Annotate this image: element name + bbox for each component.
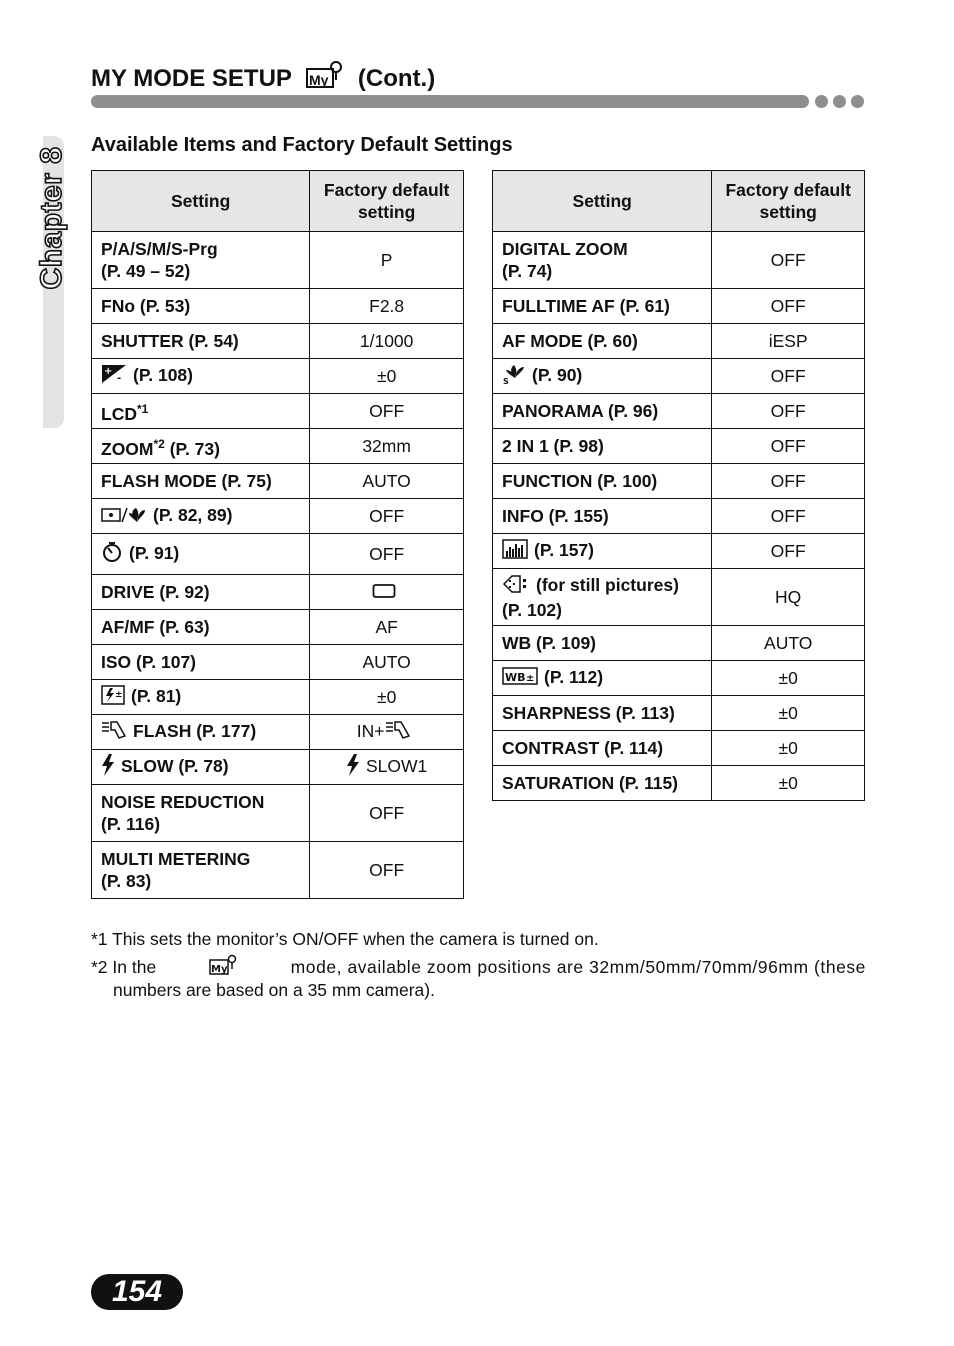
default-value: OFF: [770, 541, 806, 561]
flash-intensity-icon: [101, 685, 125, 710]
setting-cell: [493, 731, 712, 766]
setting-label: (P. 81): [131, 685, 182, 706]
setting-page-ref: (P. 116): [101, 814, 161, 834]
default-value: ±0: [778, 703, 798, 723]
title-prefix: MY MODE SETUP: [91, 64, 292, 92]
external-flash-icon: [101, 720, 127, 745]
default-value: ±0: [376, 687, 397, 707]
setting-cell: [92, 499, 310, 534]
default-value-cell: [712, 766, 865, 801]
setting-label: FUNCTION (P. 100): [502, 471, 658, 491]
default-value: OFF: [369, 401, 405, 421]
svg-text:-: -: [117, 372, 122, 384]
svg-text:±: ±: [526, 672, 535, 684]
table-row: [493, 569, 865, 626]
setting-cell: [493, 661, 712, 696]
setting-cell: [92, 534, 310, 575]
section-subtitle: Available Items and Factory Default Settings: [91, 134, 513, 156]
chapter-label: Chapter 8: [35, 146, 68, 290]
setting-label: (P. 157): [534, 539, 594, 560]
default-value: AUTO: [362, 652, 411, 672]
default-value: AUTO: [764, 633, 813, 653]
column-header-default: Factory default setting: [712, 171, 865, 232]
table-row: [92, 394, 464, 429]
table-row: [92, 785, 464, 842]
default-value: OFF: [770, 401, 806, 421]
default-value: HQ: [775, 587, 802, 607]
default-value: OFF: [369, 860, 405, 880]
table-row: [92, 715, 464, 750]
default-value: ±0: [778, 738, 798, 758]
footnote-marker: *1: [136, 401, 149, 416]
setting-label: LCD: [101, 403, 137, 424]
default-value: OFF: [369, 803, 405, 823]
table-row: [493, 359, 865, 394]
setting-cell: [92, 464, 310, 499]
right-settings-table: [492, 170, 865, 801]
self-timer-icon: [101, 541, 123, 568]
setting-cell: [92, 785, 310, 842]
setting-cell: [493, 324, 712, 359]
default-value-cell: [310, 359, 464, 394]
default-value-cell: [310, 289, 464, 324]
setting-page-ref: (P. 49 – 52): [101, 261, 191, 281]
setting-label: ISO (P. 107): [101, 652, 197, 672]
default-value: AUTO: [362, 471, 411, 491]
table-row: [493, 429, 865, 464]
table-row: [493, 731, 865, 766]
header-rule: [91, 95, 809, 108]
flash-bolt-icon: [346, 754, 360, 781]
table-row: [92, 680, 464, 715]
external-flash-icon: [385, 720, 411, 745]
svg-text:+: +: [104, 365, 113, 377]
setting-label: WB (P. 109): [502, 633, 597, 653]
setting-label: (P. 112): [544, 666, 604, 687]
default-value: OFF: [770, 506, 806, 526]
setting-label: PANORAMA (P. 96): [502, 401, 659, 421]
footnote-2-suffix: mode, available zoom positions are 32mm/50mm/70mm/96mm (these: [290, 957, 866, 977]
exposure-compensation-icon: [101, 364, 127, 389]
column-header-setting: Setting: [92, 171, 310, 232]
default-value: OFF: [770, 366, 806, 386]
histogram-icon: [502, 539, 528, 564]
default-value-cell: [310, 785, 464, 842]
setting-label: SLOW (P. 78): [121, 755, 229, 776]
my-mode-icon: [209, 954, 237, 981]
default-value-cell: [310, 429, 464, 464]
setting-label: FULLTIME AF (P. 61): [502, 296, 670, 316]
setting-cell: [92, 232, 310, 289]
default-value-cell: [712, 464, 865, 499]
svg-text:S: S: [503, 376, 509, 385]
default-value: OFF: [770, 250, 806, 270]
spot-macro-icon: [101, 504, 147, 529]
setting-label: DRIVE (P. 92): [101, 582, 210, 602]
table-row: [493, 534, 865, 569]
table-row: [92, 359, 464, 394]
table-row: [493, 696, 865, 731]
table-row: [92, 289, 464, 324]
setting-label: DIGITAL ZOOM: [502, 239, 628, 259]
default-value-cell: [712, 394, 865, 429]
left-settings-table: [91, 170, 464, 899]
setting-cell: [493, 499, 712, 534]
default-value: F2.8: [369, 296, 405, 316]
page-number: 154: [91, 1274, 183, 1310]
setting-cell: [493, 359, 712, 394]
default-value-cell: [712, 324, 865, 359]
default-value: 32mm: [362, 436, 411, 456]
table-row: [493, 324, 865, 359]
svg-text:My: My: [211, 964, 228, 975]
single-frame-icon: [372, 582, 396, 604]
table-row: [493, 626, 865, 661]
default-value-cell: [712, 289, 865, 324]
setting-cell: [493, 569, 712, 626]
default-value-cell: [310, 232, 464, 289]
table-row: [92, 499, 464, 534]
table-row: [92, 429, 464, 464]
table-row: [493, 766, 865, 801]
setting-cell: [92, 429, 310, 464]
setting-cell: [493, 429, 712, 464]
default-value-cell: [310, 534, 464, 575]
footnote-marker: *2: [153, 436, 165, 451]
default-value-cell: [310, 610, 464, 645]
setting-cell: [493, 394, 712, 429]
setting-label: MULTI METERING: [101, 849, 251, 869]
footnote-1: *1 This sets the monitor’s ON/OFF when the camera is turned on.: [91, 929, 599, 949]
wb-compensation-icon: [502, 666, 538, 691]
setting-label: ZOOM: [101, 438, 154, 459]
setting-cell: [493, 534, 712, 569]
default-value: iESP: [768, 331, 808, 351]
setting-cell: [92, 324, 310, 359]
setting-cell: [493, 696, 712, 731]
setting-label: SHUTTER (P. 54): [101, 331, 239, 351]
record-mode-icon: [502, 574, 530, 599]
setting-label: (P. 91): [129, 542, 180, 563]
setting-cell: [92, 394, 310, 429]
setting-label: (P. 82, 89): [153, 504, 233, 525]
setting-label: INFO (P. 155): [502, 506, 609, 526]
default-value: OFF: [369, 506, 405, 526]
default-value: SLOW1: [366, 755, 428, 776]
setting-cell: [92, 680, 310, 715]
table-row: [493, 499, 865, 534]
default-value: IN+: [356, 720, 385, 741]
default-value-cell: [712, 359, 865, 394]
default-value: OFF: [770, 436, 806, 456]
table-row: [92, 324, 464, 359]
setting-label: P/A/S/M/S-Prg: [101, 239, 218, 259]
default-value-cell: [712, 232, 865, 289]
default-value-cell: [310, 575, 464, 610]
table-row: [92, 464, 464, 499]
default-value: 1/1000: [359, 331, 414, 351]
default-value-cell: [712, 534, 865, 569]
default-value: OFF: [369, 544, 405, 564]
default-value-cell: [310, 715, 464, 750]
setting-cell: [493, 766, 712, 801]
setting-label: (P. 108): [133, 364, 193, 385]
setting-cell: [92, 715, 310, 750]
default-value-cell: [310, 324, 464, 359]
default-value: ±0: [376, 366, 397, 386]
table-row: [493, 661, 865, 696]
page-title: [91, 60, 435, 97]
default-value-cell: [712, 661, 865, 696]
svg-text:WB: WB: [505, 670, 526, 684]
default-value: AF: [375, 617, 398, 637]
table-row: [92, 534, 464, 575]
header-dot: [815, 95, 828, 108]
default-value-cell: [712, 429, 865, 464]
table-row: [493, 394, 865, 429]
setting-cell: [493, 232, 712, 289]
setting-label: AF MODE (P. 60): [502, 331, 638, 351]
setting-cell: [92, 842, 310, 899]
svg-text:±: ±: [115, 689, 123, 700]
setting-cell: [493, 289, 712, 324]
table-row: [493, 289, 865, 324]
table-row: [92, 842, 464, 899]
setting-cell: [92, 359, 310, 394]
footnote-2-prefix: *2 In the: [91, 957, 157, 977]
table-row: [92, 750, 464, 785]
setting-cell: [92, 645, 310, 680]
setting-label: (P. 90): [532, 364, 583, 385]
default-value-cell: [310, 750, 464, 785]
default-value-cell: [712, 626, 865, 661]
setting-label: CONTRAST (P. 114): [502, 738, 664, 758]
default-value-cell: [310, 842, 464, 899]
footnote-2: [91, 954, 866, 981]
setting-label: AF/MF (P. 63): [101, 617, 210, 637]
setting-label: FLASH MODE (P. 75): [101, 471, 272, 491]
flash-bolt-icon: [101, 754, 115, 781]
default-value-cell: [712, 569, 865, 626]
setting-cell: [92, 750, 310, 785]
setting-label: SATURATION (P. 115): [502, 773, 679, 793]
setting-label: 2 IN 1 (P. 98): [502, 436, 604, 456]
default-value: ±0: [778, 773, 798, 793]
column-header-setting: Setting: [493, 171, 712, 232]
table-row: [92, 575, 464, 610]
setting-cell: [493, 464, 712, 499]
column-header-default: Factory default setting: [310, 171, 464, 232]
setting-page-ref: (P. 73): [164, 438, 220, 459]
setting-label: (for still pictures): [536, 574, 679, 595]
setting-cell: [92, 610, 310, 645]
footnote-2-line2: numbers are based on a 35 mm camera).: [113, 980, 435, 1000]
table-row: [493, 464, 865, 499]
default-value-cell: [712, 731, 865, 766]
default-value: OFF: [770, 296, 806, 316]
svg-text:My: My: [308, 72, 329, 88]
setting-label: SHARPNESS (P. 113): [502, 703, 675, 723]
setting-cell: [92, 575, 310, 610]
header-dot: [851, 95, 864, 108]
default-value: ±0: [778, 668, 798, 688]
header-dot: [833, 95, 846, 108]
setting-cell: [92, 289, 310, 324]
default-value-cell: [712, 499, 865, 534]
setting-page-ref: (P. 102): [502, 599, 562, 620]
setting-page-ref: (P. 74): [502, 261, 553, 281]
setting-cell: [493, 626, 712, 661]
my-mode-icon: [306, 60, 344, 97]
setting-label: FLASH (P. 177): [133, 720, 257, 741]
default-value-cell: [310, 645, 464, 680]
default-value-cell: [712, 696, 865, 731]
setting-label: NOISE REDUCTION: [101, 792, 265, 812]
default-value: OFF: [770, 471, 806, 491]
table-row: [92, 232, 464, 289]
setting-label: FNo (P. 53): [101, 296, 191, 316]
default-value-cell: [310, 394, 464, 429]
table-row: [92, 610, 464, 645]
table-row: [92, 645, 464, 680]
default-value-cell: [310, 680, 464, 715]
default-value: P: [380, 250, 393, 270]
default-value-cell: [310, 499, 464, 534]
default-value-cell: [310, 464, 464, 499]
setting-page-ref: (P. 83): [101, 871, 152, 891]
title-suffix: (Cont.): [357, 64, 436, 92]
super-macro-icon: [502, 363, 526, 390]
table-row: [493, 232, 865, 289]
